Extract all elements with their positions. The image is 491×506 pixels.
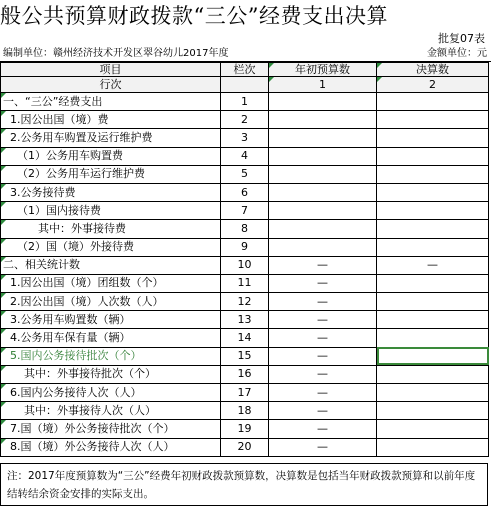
row-item-cell[interactable]: （1）公务用车购置费 (1, 147, 221, 165)
row-budget-cell[interactable] (269, 165, 377, 183)
row-budget-cell[interactable] (269, 202, 377, 220)
row-item-cell[interactable]: （1）国内接待费 (1, 202, 221, 220)
table-body (1, 93, 489, 457)
unit-label: 编制单位：赣州经济技术开发区翠谷幼儿2017年度 (3, 48, 229, 59)
row-line-cell[interactable]: 10 (221, 256, 269, 274)
row-item-cell[interactable]: 3.公务接待费 (1, 183, 221, 201)
header-row (1, 63, 489, 77)
row-budget-cell[interactable] (269, 238, 377, 256)
row-budget-cell[interactable]: — (269, 365, 377, 383)
row-item-cell[interactable]: （2）国（境）外接待费 (1, 238, 221, 256)
row-final-cell[interactable] (377, 420, 489, 438)
row-final-cell[interactable] (377, 329, 489, 347)
row-item-cell[interactable]: 其中：外事接待人次（人） (1, 402, 221, 420)
row-line-cell[interactable]: 5 (221, 165, 269, 183)
currency-label: 金额单位：元 (427, 48, 487, 59)
row-budget-cell[interactable]: — (269, 274, 377, 292)
row-line-cell[interactable]: 16 (221, 365, 269, 383)
row-final-cell[interactable] (377, 347, 489, 365)
row-item-cell[interactable]: 1.因公出国（境）费 (1, 111, 221, 129)
row-budget-cell[interactable] (269, 111, 377, 129)
header-final[interactable]: 决算数 (377, 63, 489, 77)
table-row (1, 238, 489, 256)
row-item-cell[interactable]: 4.公务用车保有量（辆） (1, 329, 221, 347)
row-line-cell[interactable]: 4 (221, 147, 269, 165)
row-item-cell[interactable]: 2.公务用车购置及运行维护费 (1, 129, 221, 147)
row-line-cell[interactable]: 6 (221, 183, 269, 201)
row-budget-cell[interactable]: — (269, 438, 377, 456)
row-final-cell[interactable]: — (377, 256, 489, 274)
row-item-cell[interactable]: 一、“三公”经费支出 (1, 93, 221, 111)
row-budget-cell[interactable]: — (269, 384, 377, 402)
table-row (1, 147, 489, 165)
row-final-cell[interactable] (377, 202, 489, 220)
subheader-line[interactable] (221, 77, 269, 93)
table-row (1, 202, 489, 220)
row-item-cell[interactable]: 2.因公出国（境）人次数（人） (1, 293, 221, 311)
row-line-cell[interactable]: 7 (221, 202, 269, 220)
row-line-cell[interactable]: 19 (221, 420, 269, 438)
table-row (1, 293, 489, 311)
form-number: 批复07表 (438, 32, 485, 45)
table-row (1, 311, 489, 329)
row-item-cell[interactable]: 其中：外事接待费 (1, 220, 221, 238)
row-line-cell[interactable]: 18 (221, 402, 269, 420)
row-item-cell[interactable]: 5.国内公务接待批次（个） (1, 347, 221, 365)
table-row (1, 329, 489, 347)
table-row (1, 384, 489, 402)
row-line-cell[interactable]: 3 (221, 129, 269, 147)
row-budget-cell[interactable]: — (269, 420, 377, 438)
row-budget-cell[interactable]: — (269, 402, 377, 420)
table-row (1, 256, 489, 274)
row-line-cell[interactable]: 17 (221, 384, 269, 402)
row-final-cell[interactable] (377, 93, 489, 111)
expenditure-table (0, 62, 489, 457)
row-line-cell[interactable]: 20 (221, 438, 269, 456)
row-final-cell[interactable] (377, 402, 489, 420)
table-row (1, 347, 489, 365)
row-final-cell[interactable] (377, 183, 489, 201)
table-row (1, 420, 489, 438)
row-final-cell[interactable] (377, 438, 489, 456)
footnote: 注：2017年度预算数为“三公”经费年初财政拨款预算数，决算数是包括当年财政拨款预算和以前年度结转结余资金安排的实际支出。 (0, 463, 488, 506)
row-budget-cell[interactable] (269, 93, 377, 111)
table-row (1, 111, 489, 129)
row-line-cell[interactable]: 1 (221, 93, 269, 111)
table-row (1, 438, 489, 456)
row-final-cell[interactable] (377, 220, 489, 238)
row-line-cell[interactable]: 9 (221, 238, 269, 256)
unit-row (0, 46, 491, 62)
table-row (1, 220, 489, 238)
row-item-cell[interactable]: （2）公务用车运行维护费 (1, 165, 221, 183)
table-row (1, 365, 489, 383)
row-item-cell[interactable]: 6.国内公务接待人次（人） (1, 384, 221, 402)
header-item[interactable]: 项目 (1, 63, 221, 77)
row-final-cell[interactable] (377, 129, 489, 147)
sheet-title: 般公共预算财政拨款“三公”经费支出决算 (0, 4, 388, 28)
table-row (1, 93, 489, 111)
table-row (1, 165, 489, 183)
row-budget-cell[interactable] (269, 129, 377, 147)
row-final-cell[interactable] (377, 111, 489, 129)
row-final-cell[interactable] (377, 365, 489, 383)
row-line-cell[interactable]: 12 (221, 293, 269, 311)
row-line-cell[interactable]: 15 (221, 347, 269, 365)
row-final-cell[interactable] (377, 311, 489, 329)
row-budget-cell[interactable]: — (269, 256, 377, 274)
row-budget-cell[interactable]: — (269, 311, 377, 329)
row-budget-cell[interactable]: — (269, 347, 377, 365)
row-item-cell[interactable]: 二、相关统计数 (1, 256, 221, 274)
row-budget-cell[interactable]: — (269, 293, 377, 311)
row-line-cell[interactable]: 13 (221, 311, 269, 329)
row-final-cell[interactable] (377, 384, 489, 402)
table-row (1, 402, 489, 420)
row-final-cell[interactable] (377, 147, 489, 165)
table-row (1, 183, 489, 201)
row-final-cell[interactable] (377, 274, 489, 292)
subheader-item[interactable]: 行次 (1, 77, 221, 93)
row-line-cell[interactable]: 8 (221, 220, 269, 238)
row-item-cell[interactable]: 3.公务用车购置数（辆） (1, 311, 221, 329)
row-final-cell[interactable] (377, 293, 489, 311)
row-budget-cell[interactable] (269, 147, 377, 165)
subheader-budget[interactable]: 1 (269, 77, 377, 93)
row-budget-cell[interactable] (269, 220, 377, 238)
row-line-cell[interactable]: 14 (221, 329, 269, 347)
row-item-cell[interactable]: 8.国（境）外公务接待人次（人） (1, 438, 221, 456)
header-line[interactable]: 栏次 (221, 63, 269, 77)
table-row (1, 129, 489, 147)
table-row (1, 274, 489, 292)
row-final-cell[interactable] (377, 165, 489, 183)
row-final-cell[interactable] (377, 238, 489, 256)
row-item-cell[interactable]: 1.因公出国（境）团组数（个） (1, 274, 221, 292)
row-budget-cell[interactable]: — (269, 329, 377, 347)
row-item-cell[interactable]: 7.国（境）外公务接待批次（个） (1, 420, 221, 438)
row-budget-cell[interactable] (269, 183, 377, 201)
subheader-row (1, 77, 489, 93)
header-budget[interactable]: 年初预算数 (269, 63, 377, 77)
row-line-cell[interactable]: 2 (221, 111, 269, 129)
row-line-cell[interactable]: 11 (221, 274, 269, 292)
subheader-final[interactable]: 2 (377, 77, 489, 93)
row-item-cell[interactable]: 其中：外事接待批次（个） (1, 365, 221, 383)
